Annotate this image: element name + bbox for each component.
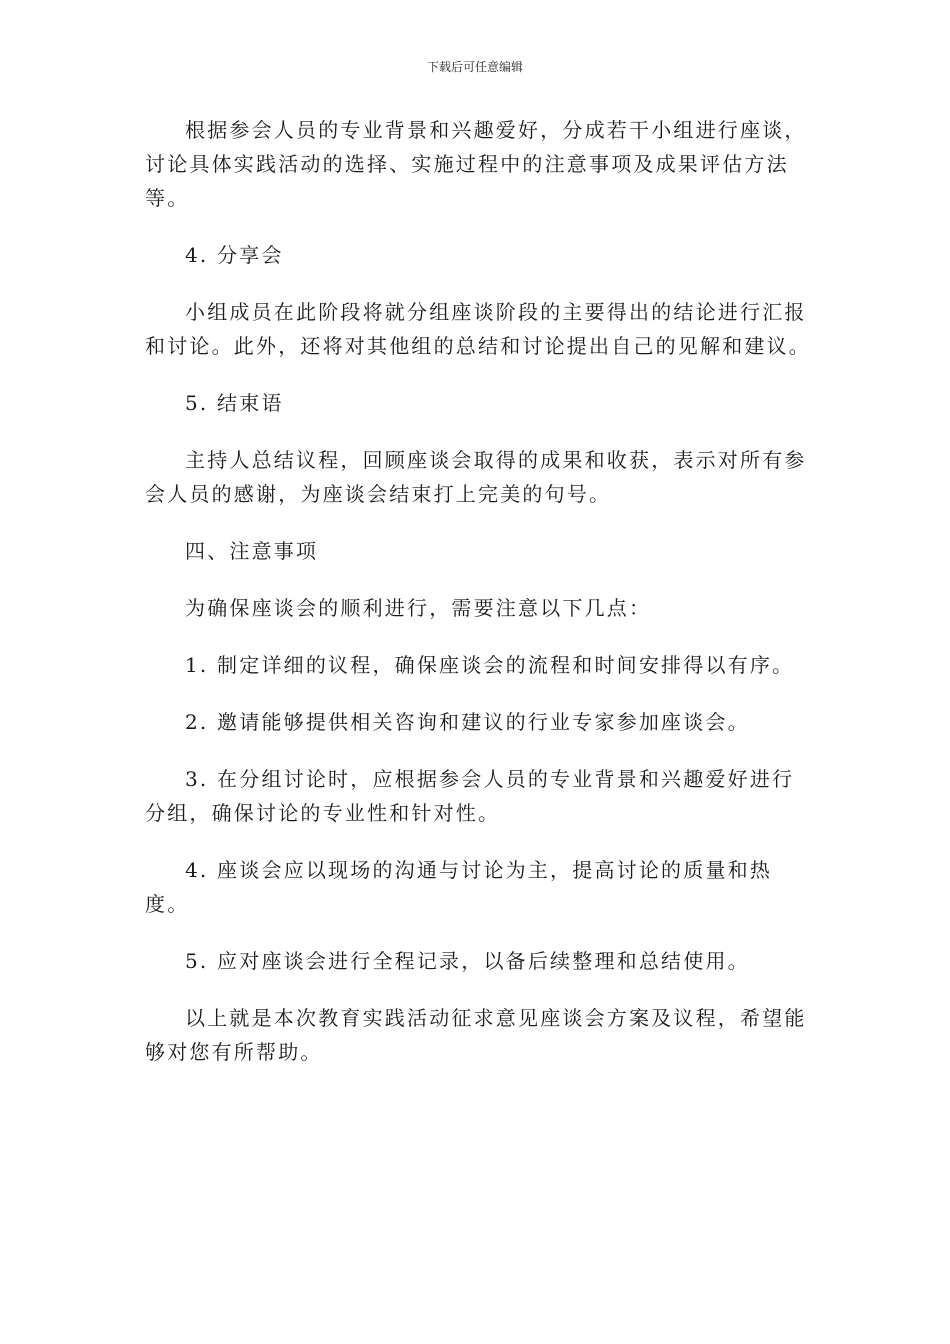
paragraph-sharing-session: 小组成员在此阶段将就分组座谈阶段的主要得出的结论进行汇报和讨论。此外，还将对其他组的总结和讨论提出自己的见解和建议。: [145, 300, 811, 358]
paragraph-closing-remarks: 主持人总结议程，回顾座谈会取得的成果和收获，表示对所有参会人员的感谢，为座谈会结束打上完美的句号。: [145, 448, 807, 506]
page-header-note: 下载后可任意编辑: [426, 60, 523, 74]
list-item: 4. 座谈会应以现场的沟通与讨论为主，提高讨论的质量和热度。: [145, 858, 773, 916]
heading-sharing-session: 4. 分享会: [185, 243, 284, 267]
paragraph-closing: 以上就是本次教育实践活动征求意见座谈会方案及议程，希望能够对您有所帮助。: [145, 1006, 807, 1064]
list-item: 3. 在分组讨论时，应根据参会人员的专业背景和兴趣爱好进行分组，确保讨论的专业性和针对性。: [145, 767, 795, 825]
heading-notes: 四、注意事项: [185, 539, 319, 563]
heading-closing-remarks: 5. 结束语: [185, 391, 284, 415]
document-body: [145, 113, 815, 1092]
list-item: 1. 制定详细的议程，确保座谈会的流程和时间安排得以有序。: [185, 653, 795, 677]
paragraph-group-discussion: 根据参会人员的专业背景和兴趣爱好，分成若干小组进行座谈，讨论具体实践活动的选择、实施过程中的注意事项及成果评估方法等。: [145, 118, 807, 210]
list-item: 2. 邀请能够提供相关咨询和建议的行业专家参加座谈会。: [185, 710, 750, 734]
list-item: 5. 应对座谈会进行全程记录，以备后续整理和总结使用。: [185, 949, 750, 973]
paragraph-notes-intro: 为确保座谈会的顺利进行，需要注意以下几点：: [185, 596, 652, 620]
